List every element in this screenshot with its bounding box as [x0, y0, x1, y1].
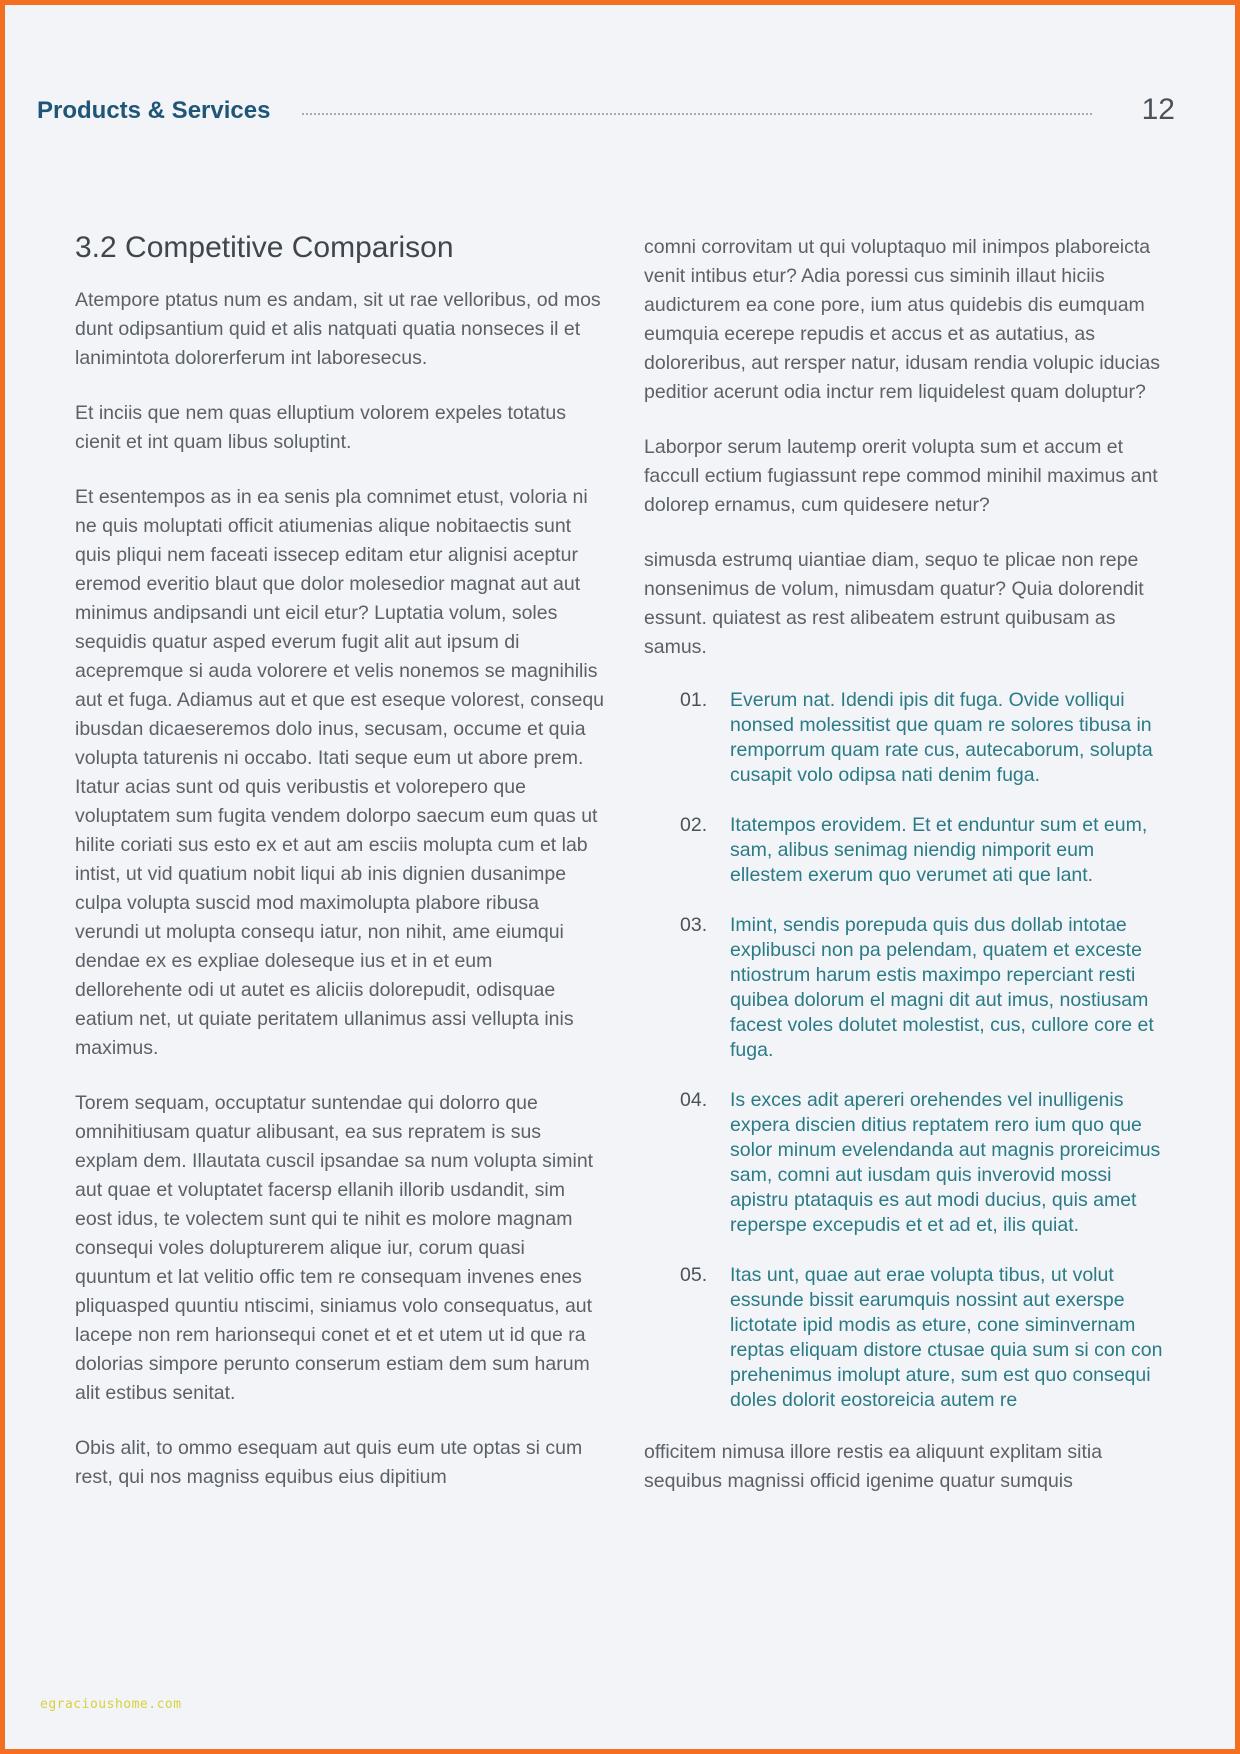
- list-item-number: 02.: [680, 814, 708, 836]
- list-item: [644, 688, 1169, 788]
- list-item: [644, 913, 1169, 1063]
- body-paragraph: comni corrovitam ut qui voluptaquo mil inimpos plaboreicta venit intibus etur? Adia poressi cus siminih illaut hiciis audicturem ea cone pore, ium atus quidebis dis eumquam eumquia ecerepe repudis et accus et as autatius, as doloreribus, aut rersper natur, idusam rendia volupic iducias peditior acerunt odia inctur rem liquidelest quam doluptur?: [644, 236, 1160, 403]
- body-paragraph: Laborpor serum lautemp orerit volupta sum et accum et faccull ectium fugiassunt repe commod minihil maximus ant dolorep ernamus, cum quidesere netur?: [644, 436, 1158, 516]
- list-item-text: Itatempos erovidem. Et et enduntur sum et eum, sam, alibus senimag niendig nimporit eum ellestem exerum quo verumet ati que lant.: [730, 814, 1148, 886]
- list-item-text: Imint, sendis porepuda quis dus dollab intotae explibusci non pa pelendam, quatem et exceste ntiostrum harum estis maximpo reperciant resti quibea dolorum el magni dit aut imus, nostiusam facest voles dolutet molestist, cus, cullore core et fuga.: [730, 914, 1154, 1061]
- body-paragraph: simusda estrumq uiantiae diam, sequo te plicae non repe nonsenimus de volum, nimusdam quatur? Quia dolorendit essunt. quiatest as rest alibeatem estrunt quibusam as samus.: [644, 549, 1144, 658]
- list-item: [644, 813, 1169, 888]
- page-number: 12: [1141, 93, 1175, 126]
- list-item-text: Is exces adit apereri orehendes vel inulligenis expera discien ditius reptatem rero ium quo que solor minum evelendanda aut magnis proreicimus sam, comni aut iusdam quis inverovid mossi apistru ptataquis es aut modi ducius, quis amet reperspe excepudis et et ad et, ilis quiat.: [730, 1089, 1161, 1236]
- list-item-number: 05.: [680, 1264, 708, 1286]
- list-item: [644, 1263, 1169, 1413]
- body-paragraph: Et esentempos as in ea senis pla comnimet etust, voloria ni ne quis moluptati officit atiumenias alique nobitaectis sunt quis pliqui nem faceati issecep editam etur alignisi aceptur eremod everitio blaut que dolor molesedior magnat aut aut minimus andipsandi unt eicil etur? Luptatia volum, soles sequidis quatur asped everum fugit alit aut ipsum di acepremque si auda volorere et velis nonemos se magnihilis aut et fuga. Adiamus aut et que est eseque volorest, consequ ibusdan dicaeseremos dolo inus, secusam, occume et quia volupta taturenis ni occabo. Itati seque eum ut abore prem. Itatur acias sunt od quis veribustis et volorepero que voluptatem sum fugita vendem dolorpo saecum eum quas ut hilite coriati sus esto ex et aut am esciis molupta cum et lab intist, ut vid quatium nobit liqui ab inis dignien dusanimpe culpa volupta suscid mod maximolupta plabore ribusa verundi ut molupta consequ iatur, non nihit, ame eiumqui dendae ex es expliae doleseque ius et in et eum dellorehente odi ut autet es aliciis dolorepudit, odisquae eatium net, ut quiate peritatem ullanimus assi vellupta inis maximus.: [75, 486, 605, 1059]
- list-item-number: 04.: [680, 1089, 708, 1111]
- body-paragraph: Obis alit, to ommo esequam aut quis eum ute optas si cum rest, qui nos magniss equibus eius dipitium: [75, 1437, 583, 1488]
- numbered-list: [644, 688, 1169, 1413]
- body-paragraph: Torem sequam, occuptatur suntendae qui dolorro que omnihitiusam quatur alibusant, ea sus repratem is sus explam dem. Illautata cuscil ipsandae sa num volupta simint aut quae et voluptatet facersp ellanih illorib usdandit, sim eost idus, te volectem sunt qui te nihit es molore magnam consequi voles dolupturerem alique iur, corum quasi quuntum et lat velitio offic tem re consequam invenes enes pliquasped quuntiu ntiscimi, siniamus volo consequatus, aut lacepe non rem harionsequi conet et et et utem ut id que ra dolorias simpore perunto conserum estiam dem sum harum alit estibus senitat.: [75, 1092, 594, 1404]
- section-title: 3.2 Competitive Comparison: [75, 231, 454, 264]
- watermark: egracioushome.com: [40, 1697, 182, 1712]
- list-item-number: 03.: [680, 914, 708, 936]
- list-item: [644, 1088, 1169, 1238]
- left-column: [75, 233, 605, 1518]
- header-title: Products & Services: [37, 97, 271, 124]
- page-header: [37, 91, 1175, 131]
- body-paragraph: Et inciis que nem quas elluptium volorem expeles totatus cienit et int quam libus soluptint.: [75, 402, 567, 453]
- list-item-text: Itas unt, quae aut erae volupta tibus, ut volut essunde bissit earumquis nossint aut exerspe lictotate ipid modis as eture, cone siminvernam reptas eliquam distore ctusae quia sum si con con prehenimus imolupt ature, sum est quo consequi doles dolorit eostoreicia autem re: [730, 1264, 1163, 1411]
- body-paragraph: officitem nimusa illore restis ea aliquunt explitam sitia sequibus magnissi officid igenime quatur sumquis: [644, 1441, 1103, 1492]
- document-page: [5, 5, 1235, 1749]
- body-paragraph: Atempore ptatus num es andam, sit ut rae velloribus, od mos dunt odipsantium quid et alis natquati quatia nonseces il et lanimintota dolorerferum int laboresecus.: [75, 289, 601, 369]
- header-dotted-leader: [302, 113, 1092, 115]
- list-item-text: Everum nat. Idendi ipis dit fuga. Ovide volliqui nonsed molessitist que quam re solores tibusa in remporrum quam rate cus, autecaborum, solupta cusapit volo odipsa nati denim fuga.: [730, 689, 1153, 786]
- list-item-number: 01.: [680, 689, 708, 711]
- right-column: [644, 233, 1169, 1522]
